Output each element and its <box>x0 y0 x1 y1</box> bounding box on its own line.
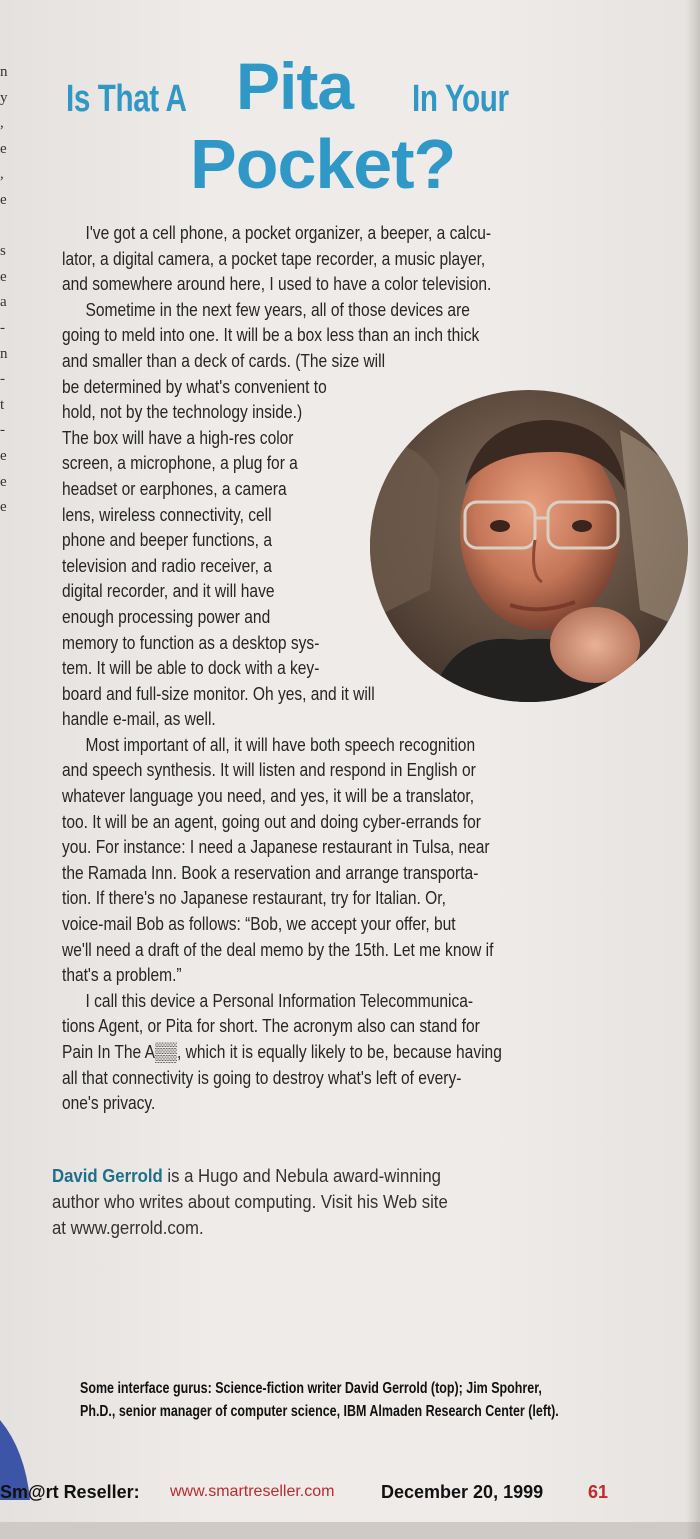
text-line: television and radio receiver, a <box>62 554 272 576</box>
text-line: lator, a digital camera, a pocket tape recorder, a music player, <box>62 247 486 269</box>
text-line: screen, a microphone, a plug for a <box>62 452 298 474</box>
bleed-letter: - <box>0 422 5 439</box>
text-line: memory to function as a desktop sys- <box>62 631 320 653</box>
bleed-letter: e <box>0 447 7 464</box>
bleed-letter <box>0 214 14 240</box>
bleed-letter: a <box>0 294 7 311</box>
text-line: phone and beeper functions, a <box>62 529 272 551</box>
bleed-letter: n <box>0 345 8 362</box>
text-line: The box will have a high-res color <box>62 426 294 448</box>
text-line: whatever language you need, and yes, it will be a translator, <box>62 785 475 807</box>
text-line: and somewhere around here, I used to have a color television. <box>62 273 492 295</box>
caption-line-1: Some interface gurus: Science-fiction writer David Gerrold (top); Jim Spohrer, <box>80 1380 542 1397</box>
page-number: 61 <box>588 1482 609 1502</box>
text-line: the Ramada Inn. Book a reservation and arrange transporta- <box>62 861 479 883</box>
bio-line-1 <box>52 1163 536 1189</box>
text-line: handle e-mail, as well. <box>62 708 216 730</box>
text-line: Most important of all, it will have both speech recognition <box>85 733 476 755</box>
text-line: going to meld into one. It will be a box less than an inch thick <box>62 324 480 346</box>
text-line: be determined by what's convenient to <box>62 375 327 397</box>
magazine-name: Sm@rt Reseller: <box>0 1482 140 1502</box>
bleed-letter: e <box>0 499 7 516</box>
issue-date: December 20, 1999 <box>381 1482 544 1502</box>
author-portrait-image <box>370 390 688 702</box>
bio-line-2: author who writes about computing. Visit his Web site <box>52 1192 448 1212</box>
text-line: headset or earphones, a camera <box>62 477 287 499</box>
text-line: tem. It will be able to dock with a key- <box>62 657 320 679</box>
text-line: enough processing power and <box>62 605 271 627</box>
text-line: Pain In The A▒▒, which it is equally likely to be, because having <box>62 1041 502 1062</box>
text-line: one's privacy. <box>62 1092 156 1114</box>
page-footer <box>0 1482 700 1508</box>
text-line: you. For instance: I need a Japanese restaurant in Tulsa, near <box>62 836 490 858</box>
author-name: David Gerrold <box>52 1166 163 1186</box>
bleed-letter: - <box>0 319 5 336</box>
paragraph-1 <box>62 220 622 297</box>
title-part-2: Pita <box>236 49 354 123</box>
bleed-letter: e <box>0 191 7 208</box>
article-title <box>0 50 700 210</box>
paragraph-3 <box>62 732 622 988</box>
bio-text-1: is a Hugo and Nebula award-winning <box>162 1166 441 1186</box>
page-bottom-edge <box>0 1522 700 1539</box>
photo-caption <box>80 1377 620 1423</box>
text-line: all that connectivity is going to destroy what's left of every- <box>62 1066 462 1088</box>
bio-line-3: at www.gerrold.com. <box>52 1218 204 1238</box>
text-line: we'll need a draft of the deal memo by the 15th. Let me know if <box>62 938 494 960</box>
text-line: tions Agent, or Pita for short. The acronym also can stand for <box>62 1015 480 1037</box>
text-line: I've got a cell phone, a pocket organizer, a beeper, a calcu- <box>85 222 492 243</box>
text-line: tion. If there's no Japanese restaurant, try for Italian. Or, <box>62 887 446 909</box>
bleed-letter: t <box>0 396 5 413</box>
title-part-1: Is That A <box>66 78 187 120</box>
text-line: that's a problem.” <box>62 964 182 986</box>
bleed-letter: , <box>0 115 4 132</box>
author-photo <box>370 390 688 702</box>
title-part-3: In Your <box>412 78 509 120</box>
text-line: voice-mail Bob as follows: “Bob, we accept your offer, but <box>62 913 456 935</box>
bleed-letter: e <box>0 140 7 157</box>
text-line: too. It will be an agent, going out and doing cyber-errands for <box>62 810 481 832</box>
text-line: and smaller than a deck of cards. (The size will <box>62 349 386 371</box>
text-line: and speech synthesis. It will listen and respond in English or <box>62 759 476 781</box>
gutter-shadow <box>686 0 700 1539</box>
text-line: Sometime in the next few years, all of those devices are <box>85 298 470 320</box>
text-line: digital recorder, and it will have <box>62 580 275 602</box>
magazine-url: www.smartreseller.com <box>170 1483 335 1500</box>
text-line: lens, wireless connectivity, cell <box>62 503 272 525</box>
title-part-4: Pocket? <box>190 125 456 203</box>
bleed-letter: y <box>0 89 8 106</box>
paragraph-4 <box>62 988 622 1116</box>
bleed-letter: n <box>0 64 8 80</box>
bleed-letter: e <box>0 473 7 490</box>
bleed-letter: , <box>0 166 4 183</box>
author-bio <box>52 1163 572 1241</box>
bleed-letter: s <box>0 243 6 260</box>
bleed-letter: e <box>0 268 7 285</box>
text-line: I call this device a Personal Information Telecommunica- <box>85 989 474 1011</box>
text-line: board and full-size monitor. Oh yes, and it will <box>62 682 375 704</box>
text-line: hold, not by the technology inside.) <box>62 401 303 423</box>
bleed-letter: - <box>0 371 5 388</box>
caption-line-2: Ph.D., senior manager of computer science, IBM Almaden Research Center (left). <box>80 1403 559 1420</box>
